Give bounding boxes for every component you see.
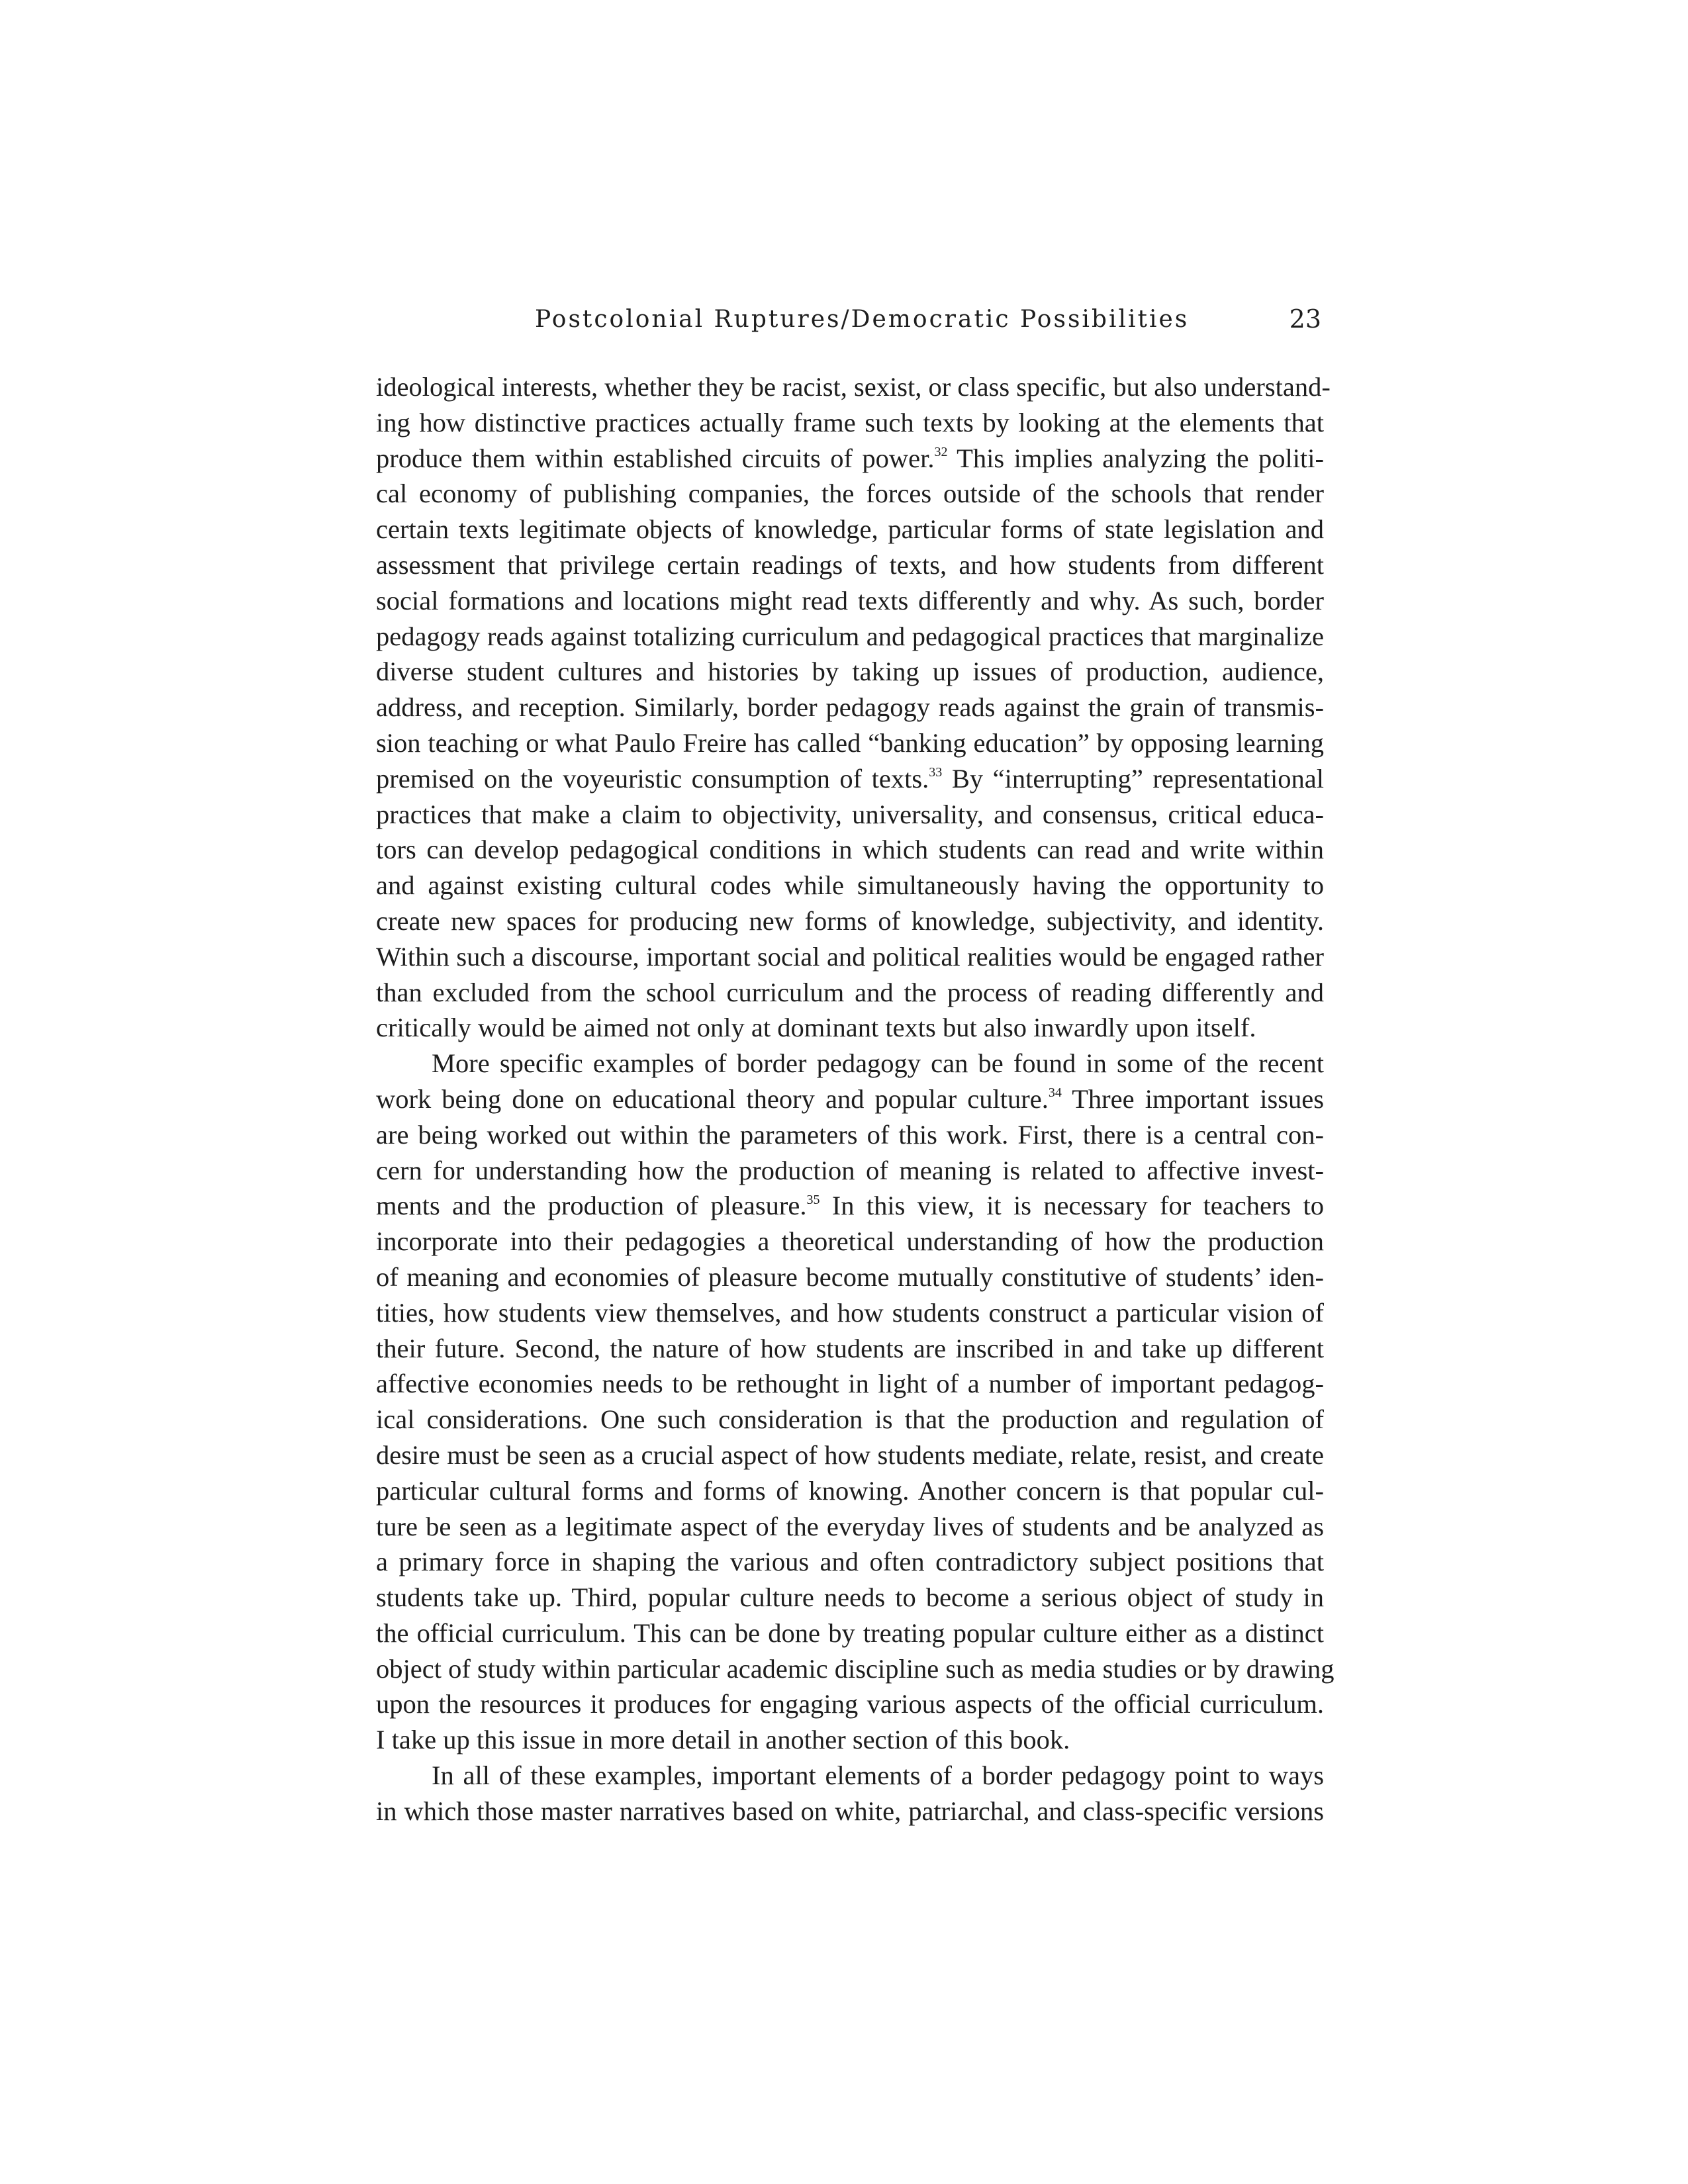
text-segment: work being done on educational theory and popular culture. [376,1083,1049,1114]
text-line: More specific examples of border pedagogy can be found in some of the recent [432,1048,1324,1079]
text-line: cern for understanding how the production of meaning is related to affective invest- [376,1155,1324,1185]
text-line: practices that make a claim to objectivity, universality, and consensus, critical educa- [376,799,1324,829]
footnote-ref-34: 34 [1048,1085,1062,1101]
paragraph-1 [376,369,1331,1046]
text-line [376,441,1324,477]
text-segment: premised on the voyeuristic consumption of texts. [376,763,929,794]
text-segment: By “interrupting” representational [942,763,1324,794]
text-line: tities, how students view themselves, and how students construct a particular vision of [376,1297,1324,1328]
text-line: desire must be seen as a crucial aspect of how students mediate, relate, resist, and create [376,1439,1324,1470]
footnote-ref-35: 35 [806,1192,820,1207]
footnote-ref-33: 33 [929,765,943,780]
text-line: are being worked out within the parameters of this work. First, there is a central con- [376,1119,1324,1150]
text-segment: This implies analyzing the politi- [947,443,1324,473]
text-line: Within such a discourse, important social and political realities would be engaged rather [376,941,1324,972]
text-line: in which those master narratives based on white, patriarchal, and class-specific versions [376,1796,1324,1826]
text-line [376,761,1324,797]
text-line: ideological interests, whether they be racist, sexist, or class specific, but also understand- [376,372,1331,402]
body-text [376,369,1335,1829]
text-line: tors can develop pedagogical conditions in which students can read and write within [376,835,1324,865]
text-line: certain texts legitimate objects of knowledge, particular forms of state legislation and [376,514,1324,545]
text-line: ical considerations. One such consideration is that the production and regulation of [376,1404,1324,1435]
text-line [376,1081,1324,1117]
running-head [376,303,1324,343]
text-line: assessment that privilege certain readings of texts, and how students from different [376,549,1324,580]
text-line: students take up. Third, popular culture needs to become a serious object of study in [376,1582,1324,1613]
page-number: 23 [1289,304,1321,334]
text-line: upon the resources it produces for engaging various aspects of the official curriculum. [376,1689,1324,1719]
text-line: sion teaching or what Paulo Freire has called “banking education” by opposing learning [376,727,1324,758]
text-line: pedagogy reads against totalizing curriculum and pedagogical practices that marginalize [376,621,1324,651]
text-segment: In this view, it is necessary for teachers to [820,1191,1324,1221]
text-line: social formations and locations might read texts differently and why. As such, border [376,585,1324,615]
text-line: object of study within particular academic discipline such as media studies or by drawing [376,1653,1335,1684]
text-line: particular cultural forms and forms of knowing. Another concern is that popular cul- [376,1475,1324,1506]
text-segment: ments and the production of pleasure. [376,1191,807,1221]
paragraph-3 [376,1758,1324,1829]
text-line: of meaning and economies of pleasure become mutually constitutive of students’ iden- [376,1261,1324,1292]
text-line: cal economy of publishing companies, the forces outside of the schools that render [376,478,1324,509]
text-line: ture be seen as a legitimate aspect of the everyday lives of students and be analyzed as [376,1511,1324,1541]
text-line: and against existing cultural codes while simultaneously having the opportunity to [376,870,1324,901]
text-line: create new spaces for producing new forms of knowledge, subjectivity, and identity. [376,905,1324,936]
text-line: ing how distinctive practices actually frame such texts by looking at the elements that [376,407,1324,437]
text-line [376,1188,1324,1224]
text-line: In all of these examples, important elements of a border pedagogy point to ways [432,1760,1324,1791]
text-line: critically would be aimed not only at dominant texts but also inwardly upon itself. [376,1013,1256,1043]
paragraph-2 [376,1046,1335,1758]
text-line: than excluded from the school curriculum and the process of reading differently and [376,977,1324,1007]
running-title: Postcolonial Ruptures/Democratic Possibilities [535,306,1190,333]
text-line: a primary force in shaping the various and often contradictory subject positions that [376,1547,1324,1577]
text-segment: produce them within established circuits of power. [376,443,935,473]
text-line: affective economies needs to be rethought in light of a number of important pedagog- [376,1369,1324,1399]
text-line: address, and reception. Similarly, border pedagogy reads against the grain of transmis- [376,692,1324,723]
text-line: their future. Second, the nature of how students are inscribed in and take up different [376,1333,1324,1363]
text-line: the official curriculum. This can be done by treating popular culture either as a distinct [376,1617,1324,1648]
text-line: I take up this issue in more detail in another section of this book. [376,1725,1070,1755]
text-line: diverse student cultures and histories by taking up issues of production, audience, [376,657,1324,687]
text-segment: Three important issues [1061,1083,1324,1114]
footnote-ref-32: 32 [934,445,948,460]
text-line: incorporate into their pedagogies a theoretical understanding of how the production [376,1226,1324,1257]
